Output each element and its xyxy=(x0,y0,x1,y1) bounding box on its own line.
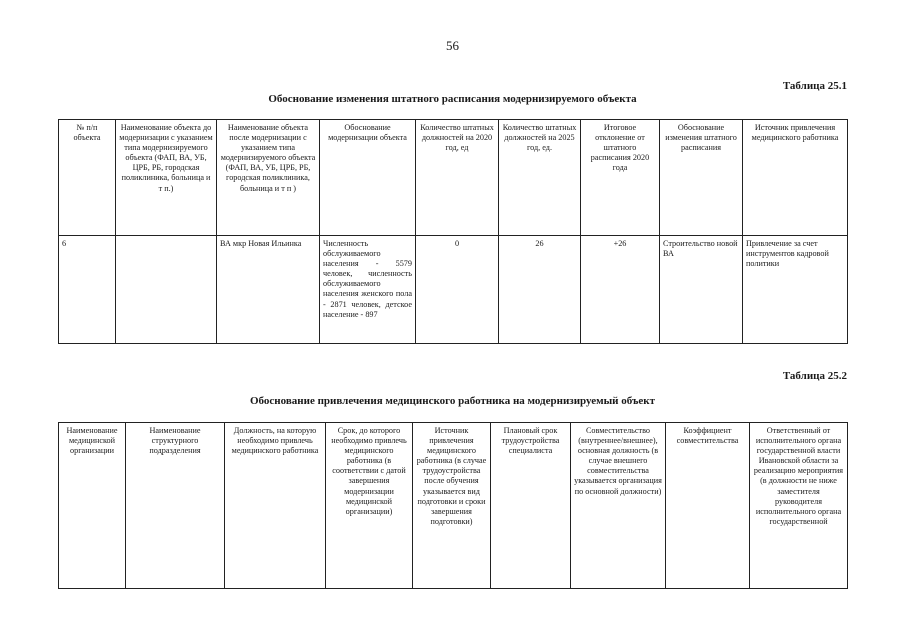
header-change-reason: Обоснование изменения штатного расписания xyxy=(660,120,743,236)
page-number: 56 xyxy=(446,38,459,53)
table-header-row xyxy=(59,423,848,589)
cell-change-reason: Строительство новой ВА xyxy=(660,236,743,344)
staffing-justification-table xyxy=(58,119,848,344)
header-structural-unit: Наименование структурного подразделения xyxy=(126,423,225,589)
cell-staff-2025: 26 xyxy=(499,236,581,344)
header-modernization-justification: Обоснование модернизации объекта xyxy=(320,120,416,236)
header-deadline: Срок, до которого необходимо привлечь медицинского работника (в соответствии с датой завершения модернизации медицинской организации) xyxy=(326,423,413,589)
cell-object-before xyxy=(116,236,217,344)
header-worker-source: Источник привлечения медицинского работника xyxy=(743,120,848,236)
cell-modernization-justification: Численность обслуживаемого населения - 5579 человек, численность обслуживаемого населения женского пола - 2871 человек, детское население - 897 xyxy=(320,236,416,344)
table-header-row xyxy=(59,120,848,236)
header-deviation: Итоговое отклонение от штатного расписания 2020 года xyxy=(581,120,660,236)
header-part-time: Совместительство (внутреннее/внешнее), основная должность (в случае внешнего совместительства указывается организация по основной должности) xyxy=(571,423,666,589)
table-25-2-label: Таблица 25.2 xyxy=(782,370,847,382)
table-25-2-title: Обоснование привлечения медицинского работника на модернизируемый объект xyxy=(249,395,656,407)
cell-staff-2020: 0 xyxy=(416,236,499,344)
table-row xyxy=(59,236,848,344)
header-number: № п/п объекта xyxy=(59,120,116,236)
header-attraction-source: Источник привлечения медицинского работника (в случае трудоустройства после обучения указывается вид подготовки и сроки завершения подготовки) xyxy=(413,423,491,589)
header-medical-organization: Наименование медицинской организации xyxy=(59,423,126,589)
worker-attraction-table xyxy=(58,422,848,589)
header-staff-2020: Количество штатных должностей на 2020 год, ед xyxy=(416,120,499,236)
cell-number: 6 xyxy=(59,236,116,344)
cell-deviation: +26 xyxy=(581,236,660,344)
header-object-after: Наименование объекта после модернизации с указанием типа модернизируемого объекта (ФАП, ВА, УБ, ЦРБ, РБ, городская поликлиника, больница и т п ) xyxy=(217,120,320,236)
header-part-time-coefficient: Коэффициент совместительства xyxy=(666,423,750,589)
header-planned-hire-date: Плановый срок трудоустройства специалиста xyxy=(491,423,571,589)
table-25-1-label: Таблица 25.1 xyxy=(782,80,847,92)
header-object-before: Наименование объекта до модернизации с указанием типа модернизируемого объекта (ФАП, ВА, УБ, ЦРБ, РБ, городская поликлиника, больница и т п.) xyxy=(116,120,217,236)
cell-object-after: ВА мкр Новая Ильинка xyxy=(217,236,320,344)
header-staff-2025: Количество штатных должностей на 2025 год, ед. xyxy=(499,120,581,236)
header-position: Должность, на которую необходимо привлечь медицинского работника xyxy=(225,423,326,589)
table-25-1-title: Обоснование изменения штатного расписания модернизируемого объекта xyxy=(268,93,637,105)
cell-worker-source: Привлечение за счет инструментов кадровой политики xyxy=(743,236,848,344)
header-responsible-official: Ответственный от исполнительного органа государственной власти Ивановской области за реализацию мероприятия (в должности не ниже заместителя руководителя исполнительного органа государственной xyxy=(750,423,848,589)
